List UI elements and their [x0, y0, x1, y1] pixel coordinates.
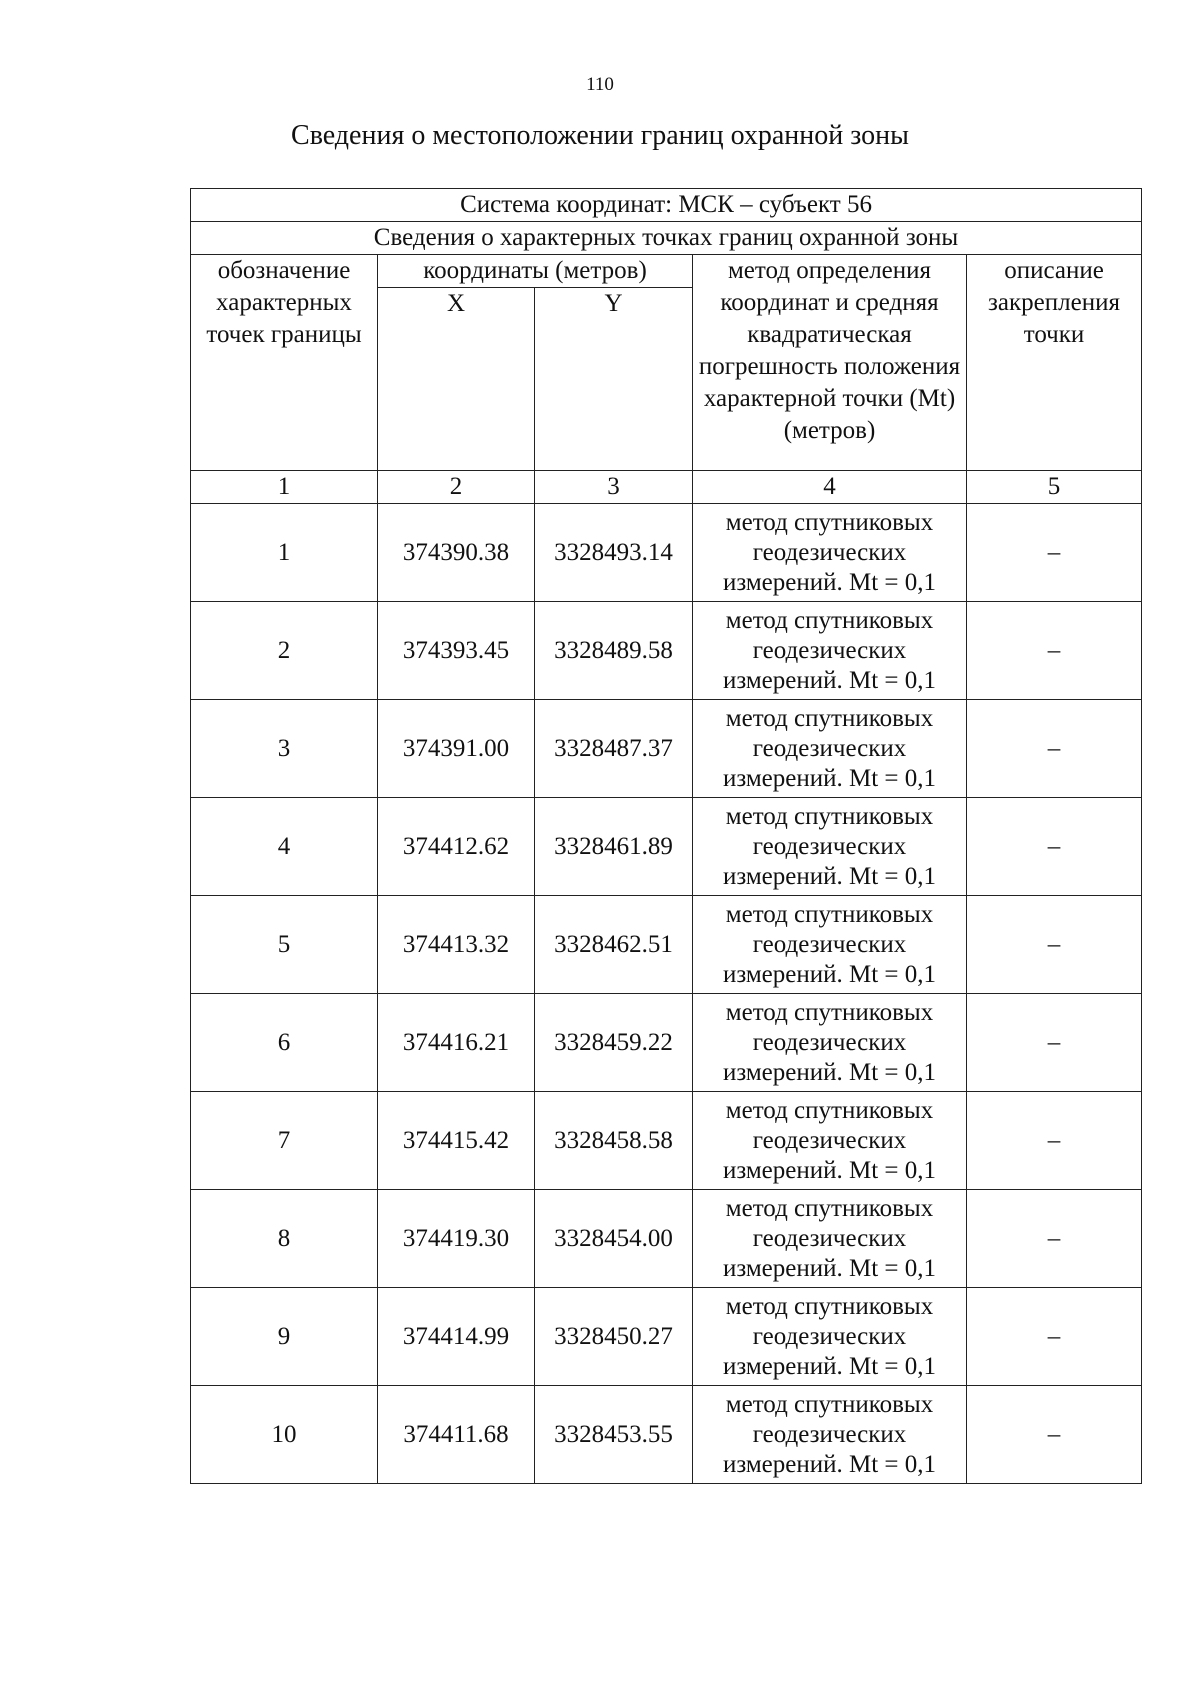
cell-method: метод спутниковых геодезических измерений. Mt = 0,1	[693, 1092, 967, 1190]
table-row	[191, 1092, 1142, 1190]
cell-y: 3328458.58	[535, 1092, 693, 1190]
cell-description: –	[967, 798, 1142, 896]
column-number: 2	[378, 471, 535, 504]
column-number: 5	[967, 471, 1142, 504]
cell-y: 3328459.22	[535, 994, 693, 1092]
cell-method: метод спутниковых геодезических измерений. Mt = 0,1	[693, 1386, 967, 1484]
cell-description: –	[967, 1288, 1142, 1386]
header-row-top	[191, 255, 1142, 288]
cell-x: 374393.45	[378, 602, 535, 700]
header-description: описание закрепления точки	[967, 255, 1142, 471]
header-method: метод определения координат и средняя квадратическая погрешность положения характерной точки (Mt) (метров)	[693, 255, 967, 471]
coordinate-system-cell: Система координат: МСК – субъект 56	[191, 189, 1142, 222]
cell-method: метод спутниковых геодезических измерений. Mt = 0,1	[693, 1190, 967, 1288]
cell-x: 374416.21	[378, 994, 535, 1092]
header-y: Y	[535, 288, 693, 471]
cell-description: –	[967, 700, 1142, 798]
cell-y: 3328453.55	[535, 1386, 693, 1484]
table-caption-cell: Сведения о характерных точках границ охранной зоны	[191, 222, 1142, 255]
cell-x: 374419.30	[378, 1190, 535, 1288]
table-row	[191, 994, 1142, 1092]
cell-point: 6	[191, 994, 378, 1092]
table-row	[191, 700, 1142, 798]
table-row	[191, 602, 1142, 700]
cell-y: 3328462.51	[535, 896, 693, 994]
cell-description: –	[967, 994, 1142, 1092]
cell-point: 2	[191, 602, 378, 700]
cell-y: 3328450.27	[535, 1288, 693, 1386]
column-numbers-row	[191, 471, 1142, 504]
cell-x: 374413.32	[378, 896, 535, 994]
cell-point: 3	[191, 700, 378, 798]
page-title: Сведения о местоположении границ охранной зоны	[291, 120, 909, 151]
header-coords: координаты (метров)	[378, 255, 693, 288]
column-number: 1	[191, 471, 378, 504]
cell-description: –	[967, 504, 1142, 602]
coordinates-table	[190, 188, 1142, 1484]
cell-point: 8	[191, 1190, 378, 1288]
cell-y: 3328493.14	[535, 504, 693, 602]
cell-x: 374411.68	[378, 1386, 535, 1484]
cell-point: 1	[191, 504, 378, 602]
cell-point: 5	[191, 896, 378, 994]
table-row	[191, 1386, 1142, 1484]
cell-x: 374412.62	[378, 798, 535, 896]
cell-method: метод спутниковых геодезических измерений. Mt = 0,1	[693, 1288, 967, 1386]
cell-description: –	[967, 1190, 1142, 1288]
cell-x: 374414.99	[378, 1288, 535, 1386]
column-number: 4	[693, 471, 967, 504]
cell-description: –	[967, 1092, 1142, 1190]
cell-y: 3328487.37	[535, 700, 693, 798]
cell-x: 374415.42	[378, 1092, 535, 1190]
table-row	[191, 1190, 1142, 1288]
cell-method: метод спутниковых геодезических измерений. Mt = 0,1	[693, 504, 967, 602]
cell-point: 9	[191, 1288, 378, 1386]
cell-description: –	[967, 896, 1142, 994]
cell-y: 3328454.00	[535, 1190, 693, 1288]
cell-y: 3328489.58	[535, 602, 693, 700]
cell-method: метод спутниковых геодезических измерений. Mt = 0,1	[693, 798, 967, 896]
table-row	[191, 1288, 1142, 1386]
cell-description: –	[967, 1386, 1142, 1484]
cell-description: –	[967, 602, 1142, 700]
header-point: обозначение характерных точек границы	[191, 255, 378, 471]
cell-x: 374391.00	[378, 700, 535, 798]
cell-method: метод спутниковых геодезических измерений. Mt = 0,1	[693, 896, 967, 994]
cell-y: 3328461.89	[535, 798, 693, 896]
cell-point: 4	[191, 798, 378, 896]
cell-point: 7	[191, 1092, 378, 1190]
cell-method: метод спутниковых геодезических измерений. Mt = 0,1	[693, 602, 967, 700]
coordinate-system-row	[191, 189, 1142, 222]
cell-method: метод спутниковых геодезических измерений. Mt = 0,1	[693, 700, 967, 798]
page-number: 110	[586, 74, 614, 95]
cell-point: 10	[191, 1386, 378, 1484]
cell-x: 374390.38	[378, 504, 535, 602]
table-row	[191, 504, 1142, 602]
table-caption-row	[191, 222, 1142, 255]
table-row	[191, 896, 1142, 994]
column-number: 3	[535, 471, 693, 504]
header-x: X	[378, 288, 535, 471]
cell-method: метод спутниковых геодезических измерений. Mt = 0,1	[693, 994, 967, 1092]
table-row	[191, 798, 1142, 896]
